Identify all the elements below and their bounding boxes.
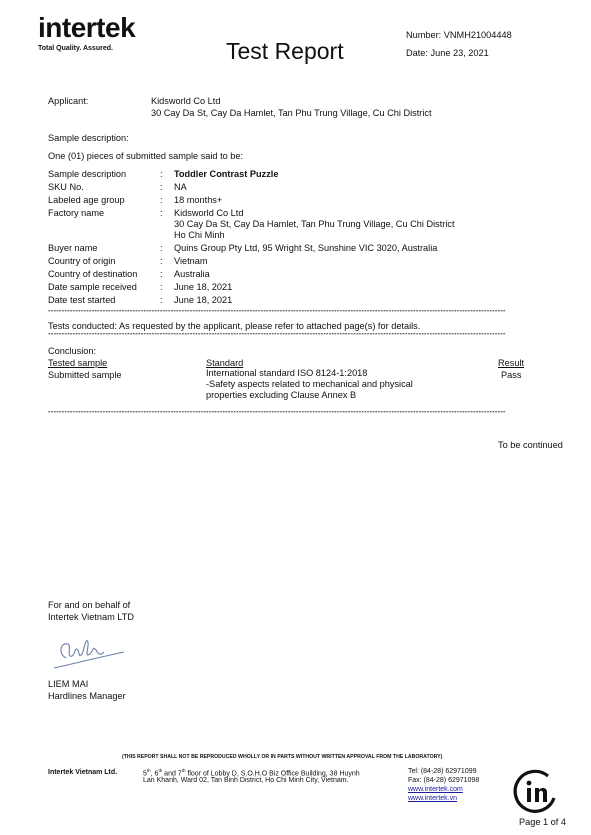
star-divider: ************************************************************************************************************************************************************************ [48,333,506,339]
applicant-label: Applicant: [48,96,89,106]
signoff-line2: Intertek Vietnam LTD [48,612,134,622]
row-colon: : [160,282,163,292]
row-value: 18 months+ [174,195,223,205]
row-value: Vietnam [174,256,208,266]
star-divider: ************************************************************************************************************************************************************************ [48,310,506,316]
sample-heading: Sample description: [48,133,129,143]
signatory-name: LIEM MAI [48,679,89,689]
intertek-circle-logo-icon [510,768,560,816]
row-value: Toddler Contrast Puzzle [174,169,279,179]
signatory-role: Hardlines Manager [48,691,126,701]
row-colon: : [160,269,163,279]
row-value: June 18, 2021 [174,282,233,292]
conclusion-heading: Conclusion: [48,346,97,356]
logo-wordmark: intertek [38,12,136,43]
row-colon: : [160,195,163,205]
col-tested-sample: Tested sample [48,358,108,368]
sample-row [48,169,578,182]
standard-line2: -Safety aspects related to mechanical and physical [206,379,413,389]
to-be-continued: To be continued [498,440,563,450]
row-label: Labeled age group [48,195,125,205]
row-colon: : [160,182,163,192]
sample-row [48,208,578,243]
row-value: NA [174,182,187,192]
row-label: SKU No. [48,182,84,192]
row-colon: : [160,243,163,253]
standard-line1: International standard ISO 8124-1:2018 [206,368,368,378]
row-value-line2: 30 Cay Da St, Cay Da Hamlet, Tan Phu Trung Village, Cu Chi District [174,219,455,229]
signature-image [52,628,132,672]
sample-row [48,269,578,282]
row-label: Country of destination [48,269,138,279]
intertek-logo [38,14,135,52]
footer-tel: Tel: (84-28) 62971099 [408,768,477,775]
row-colon: : [160,256,163,266]
row-label: Buyer name [48,243,98,253]
result-value: Pass [501,370,522,380]
sample-row [48,282,578,295]
sample-row [48,182,578,195]
page-title: Test Report [226,38,344,64]
row-label: Factory name [48,208,105,218]
row-value: Quins Group Pty Ltd, 95 Wright St, Sunshine VIC 3020, Australia [174,243,438,253]
logo-tagline: Total Quality. Assured. [38,45,113,52]
standard-line3: properties excluding Clause Annex B [206,390,357,400]
applicant-name: Kidsworld Co Ltd [151,96,221,106]
tests-conducted: Tests conducted: As requested by the applicant, please refer to attached page(s) for details. [48,321,421,331]
reproduction-notice: (THIS REPORT SHALL NOT BE REPRODUCED WHOLLY OR IN PARTS WITHOUT WRITTEN APPROVAL FROM THE LABORATORY) [122,754,443,760]
sample-row [48,295,578,308]
tested-sample-value: Submitted sample [48,370,122,380]
footer-website-com[interactable]: www.intertek.com [408,786,463,793]
row-label: Date sample received [48,282,137,292]
star-divider: ************************************************************************************************************************************************************************ [48,411,506,417]
row-colon: : [160,169,163,179]
report-number: Number: VNMH21004448 [406,30,512,40]
sample-table [48,169,578,308]
row-value-line3: Ho Chi Minh [174,230,225,240]
row-value: Kidsworld Co Ltd [174,208,244,218]
row-colon: : [160,295,163,305]
footer-address-line2: Lan Khanh, Ward 02, Tan Binh District, Ho Chi Minh City, Vietnam. [143,777,349,784]
sample-intro: One (01) pieces of submitted sample said to be: [48,151,244,161]
sample-row [48,243,578,256]
row-label: Sample description [48,169,127,179]
footer-address-line1: 5th, 6th and 7th floor of Lobby D, S.O.H.O Biz Office Building, 38 Huynh [143,768,360,778]
page-number: Page 1 of 4 [519,817,566,827]
sample-row [48,195,578,208]
signoff-line1: For and on behalf of [48,600,131,610]
sample-row [48,256,578,269]
report-date: Date: June 23, 2021 [406,48,489,58]
applicant-address: 30 Cay Da St, Cay Da Hamlet, Tan Phu Trung Village, Cu Chi District [151,108,432,118]
row-label: Date test started [48,295,116,305]
row-colon: : [160,208,163,218]
footer-website-vn[interactable]: www.intertek.vn [408,795,458,802]
col-result: Result [498,358,525,368]
col-standard: Standard [206,358,244,368]
footer-company: Intertek Vietnam Ltd. [48,769,118,776]
row-label: Country of origin [48,256,116,266]
row-value: June 18, 2021 [174,295,233,305]
footer-fax: Fax: (84-28) 62971098 [408,777,480,784]
row-value: Australia [174,269,210,279]
